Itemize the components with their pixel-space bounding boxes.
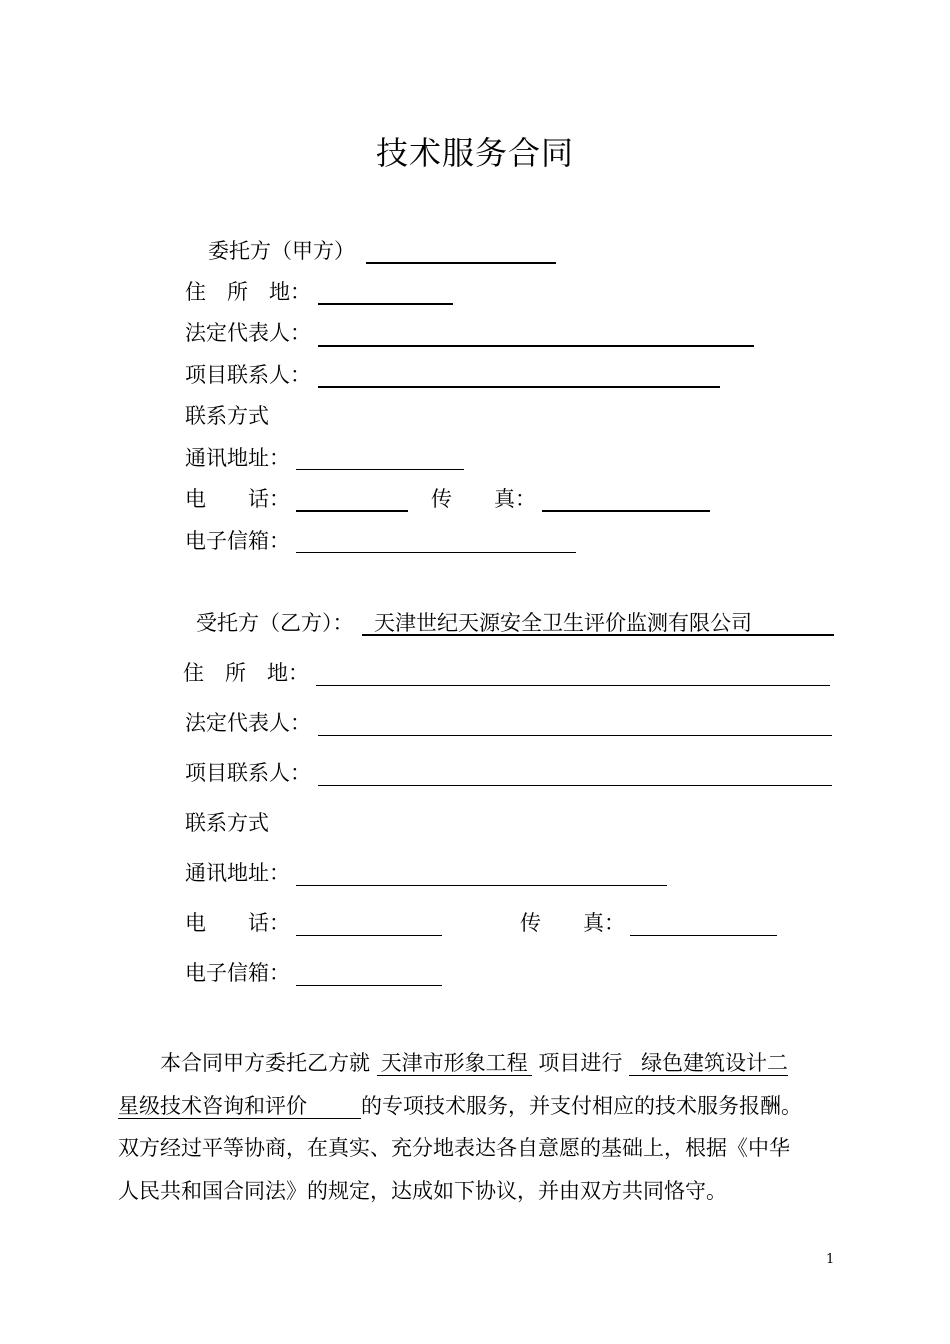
party-a-residence-label: 住 所 地：	[185, 280, 311, 304]
party-b-fax-field[interactable]	[630, 935, 777, 936]
party-b-name-underline	[362, 634, 834, 636]
party-a-contact-person-label: 项目联系人：	[185, 363, 311, 387]
party-b-name: 天津世纪天源安全卫生评价监测有限公司	[374, 611, 752, 635]
party-a-name-field[interactable]	[366, 262, 556, 264]
body-line-4: 人民共和国合同法》的规定，达成如下协议，并由双方共同恪守。	[118, 1179, 727, 1203]
page-number: 1	[826, 1252, 835, 1267]
party-a-heading: 委托方（甲方）	[208, 239, 355, 263]
service-content-part2: 星级技术咨询和评价	[118, 1094, 361, 1119]
party-a-residence-field[interactable]	[318, 303, 453, 305]
party-b-address-field[interactable]	[296, 885, 667, 886]
body-line-1	[160, 1050, 788, 1076]
party-b-residence-field[interactable]	[316, 685, 830, 686]
body-text: 本合同甲方委托乙方就	[160, 1051, 370, 1075]
party-b-email-field[interactable]	[296, 985, 442, 986]
party-a-fax-field[interactable]	[542, 510, 710, 512]
party-a-fax-label: 传 真：	[431, 487, 536, 511]
body-text: 项目进行	[538, 1051, 623, 1075]
party-b-legal-rep-field[interactable]	[318, 735, 832, 736]
party-a-address-label: 通讯地址：	[185, 446, 290, 470]
party-a-phone-field[interactable]	[296, 510, 408, 512]
body-line-2	[118, 1093, 802, 1119]
party-a-contact-person-field[interactable]	[318, 386, 720, 388]
party-b-phone-label: 电 话：	[185, 911, 290, 935]
body-text: 的专项技术服务，并支付相应的技术服务报酬。	[361, 1094, 802, 1118]
party-a-email-label: 电子信箱：	[185, 529, 290, 553]
party-b-email-label: 电子信箱：	[185, 961, 290, 985]
party-b-heading: 受托方（乙方）：	[196, 611, 354, 635]
party-b-address-label: 通讯地址：	[185, 861, 290, 885]
service-content-part1: 绿色建筑设计二	[629, 1051, 788, 1076]
party-b-legal-rep-label: 法定代表人：	[185, 711, 311, 735]
project-name: 天津市形象工程	[377, 1051, 532, 1076]
party-b-contact-method-label: 联系方式	[185, 811, 269, 835]
party-a-phone-label: 电 话：	[185, 487, 290, 511]
party-a-legal-rep-field[interactable]	[318, 345, 754, 347]
party-b-phone-field[interactable]	[296, 935, 442, 936]
party-b-contact-person-field[interactable]	[318, 785, 832, 786]
document-title: 技术服务合同	[375, 134, 574, 172]
body-line-3: 双方经过平等协商，在真实、充分地表达各自意愿的基础上，根据《中华	[118, 1136, 790, 1160]
party-b-fax-label: 传 真：	[520, 911, 625, 935]
party-a-address-field[interactable]	[296, 469, 464, 470]
party-a-email-field[interactable]	[296, 552, 576, 553]
party-a-contact-method-label: 联系方式	[185, 404, 269, 428]
party-a-legal-rep-label: 法定代表人：	[185, 321, 311, 345]
party-b-residence-label: 住 所 地：	[183, 661, 309, 685]
party-b-contact-person-label: 项目联系人：	[185, 761, 311, 785]
